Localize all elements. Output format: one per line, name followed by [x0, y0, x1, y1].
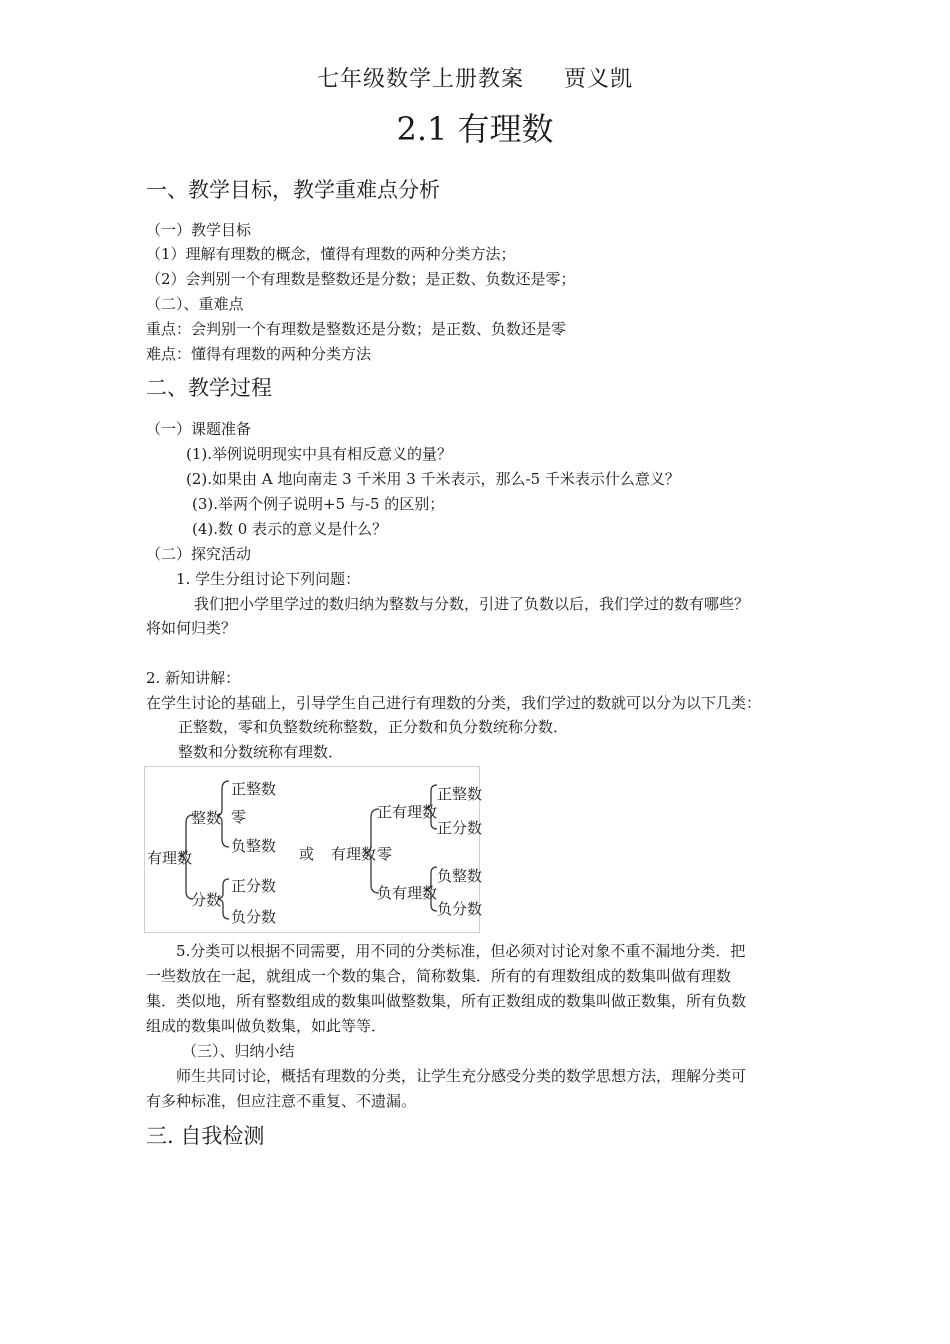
summary-subheading: （三）、归纳小结	[182, 1042, 295, 1060]
diagram-negative-fraction: 负分数	[231, 908, 277, 926]
diagram-positive-fraction-right: 正分数	[437, 819, 483, 837]
document-header	[0, 62, 950, 93]
diagram-zero-right: 零	[377, 845, 393, 863]
classification-paragraph: 组成的数集叫做负数集，如此等等．	[146, 1017, 387, 1035]
activity-text: 我们把小学里学过的数归纳为整数与分数，引进了负数以后，我们学过的数有哪些？	[194, 595, 750, 613]
summary-text: 师生共同讨论，概括有理数的分类，让学生充分感受分类的数学思想方法，理解分类可	[176, 1067, 747, 1085]
diagram-positive-fraction: 正分数	[231, 877, 277, 895]
exploration-subheading: （二）探究活动	[146, 545, 252, 563]
question-item: (1).举例说明现实中具有相反意义的量？	[186, 445, 453, 463]
diagram-negative-integer: 负整数	[231, 837, 277, 855]
question-item: (3).举两个例子说明+5 与-5 的区别；	[192, 495, 445, 513]
section1-heading: 一、教学目标，教学重难点分析	[146, 178, 440, 202]
diagram-negative-rational: 负有理数	[377, 884, 438, 902]
section3-heading: 三. 自我检测	[146, 1124, 265, 1148]
goal-item: （1）理解有理数的概念，懂得有理数的两种分类方法；	[146, 245, 516, 263]
new-knowledge-title: 2. 新知讲解：	[146, 669, 241, 687]
activity-text: 将如何归类？	[146, 619, 237, 637]
new-knowledge-text: 整数和分数统称有理数．	[178, 743, 344, 761]
diagram-negative-fraction-right: 负分数	[437, 900, 483, 918]
key-point: 重点：会判别一个有理数是整数还是分数；是正数、负数还是零	[146, 320, 567, 338]
new-knowledge-text: 在学生讨论的基础上，引导学生自己进行有理数的分类，我们学过的数就可以分为以下几类：	[146, 694, 762, 712]
diagram-positive-rational: 正有理数	[377, 803, 438, 821]
course-title: 七年级数学上册教案	[316, 67, 524, 92]
lesson-title: 2.1 有理数	[396, 110, 554, 148]
goal-item: （2）会判别一个有理数是整数还是分数；是正数、负数还是零；	[146, 270, 576, 288]
diagram-zero-left: 零	[231, 808, 247, 826]
diagram-integer: 整数	[191, 809, 222, 827]
diagram-fraction: 分数	[191, 891, 222, 909]
rational-number-classification-diagram	[144, 766, 483, 933]
preparation-subheading: （一）课题准备	[146, 420, 252, 438]
diagram-or: 或	[299, 845, 315, 863]
activity-title: 1. 学生分组讨论下列问题：	[176, 570, 361, 588]
diagram-negative-integer-right: 负整数	[437, 867, 483, 885]
question-item: (2).如果由 A 地向南走 3 千米用 3 千米表示，那么-5 千米表示什么意义？	[186, 470, 680, 488]
classification-paragraph: 5.分类可以根据不同需要，用不同的分类标准，但必须对讨论对象不重不漏地分类．把	[176, 942, 746, 960]
diagram-positive-integer: 正整数	[231, 780, 277, 798]
diagram-root-left: 有理数	[147, 849, 193, 867]
classification-paragraph: 一些数放在一起，就组成一个数的集合，简称数集．所有的有理数组成的数集叫做有理数	[146, 967, 732, 985]
question-item: (4).数 0 表示的意义是什么？	[192, 520, 388, 538]
difficult-point: 难点：懂得有理数的两种分类方法	[146, 345, 372, 363]
key-points-subheading: （二）、重难点	[146, 295, 244, 313]
teaching-goals-subheading: （一）教学目标	[146, 221, 252, 239]
author-name: 贾义凯	[564, 67, 634, 92]
diagram-positive-integer-right: 正整数	[437, 785, 483, 803]
section2-heading: 二、教学过程	[146, 376, 272, 400]
summary-text: 有多种标准，但应注意不重复、不遗漏。	[146, 1092, 417, 1110]
new-knowledge-text: 正整数，零和负整数统称整数，正分数和负分数统称分数．	[178, 718, 569, 736]
classification-paragraph: 集．类似地，所有整数组成的数集叫做整数集，所有正数组成的数集叫做正数集，所有负数	[146, 992, 747, 1010]
diagram-root-right: 有理数	[331, 845, 377, 863]
